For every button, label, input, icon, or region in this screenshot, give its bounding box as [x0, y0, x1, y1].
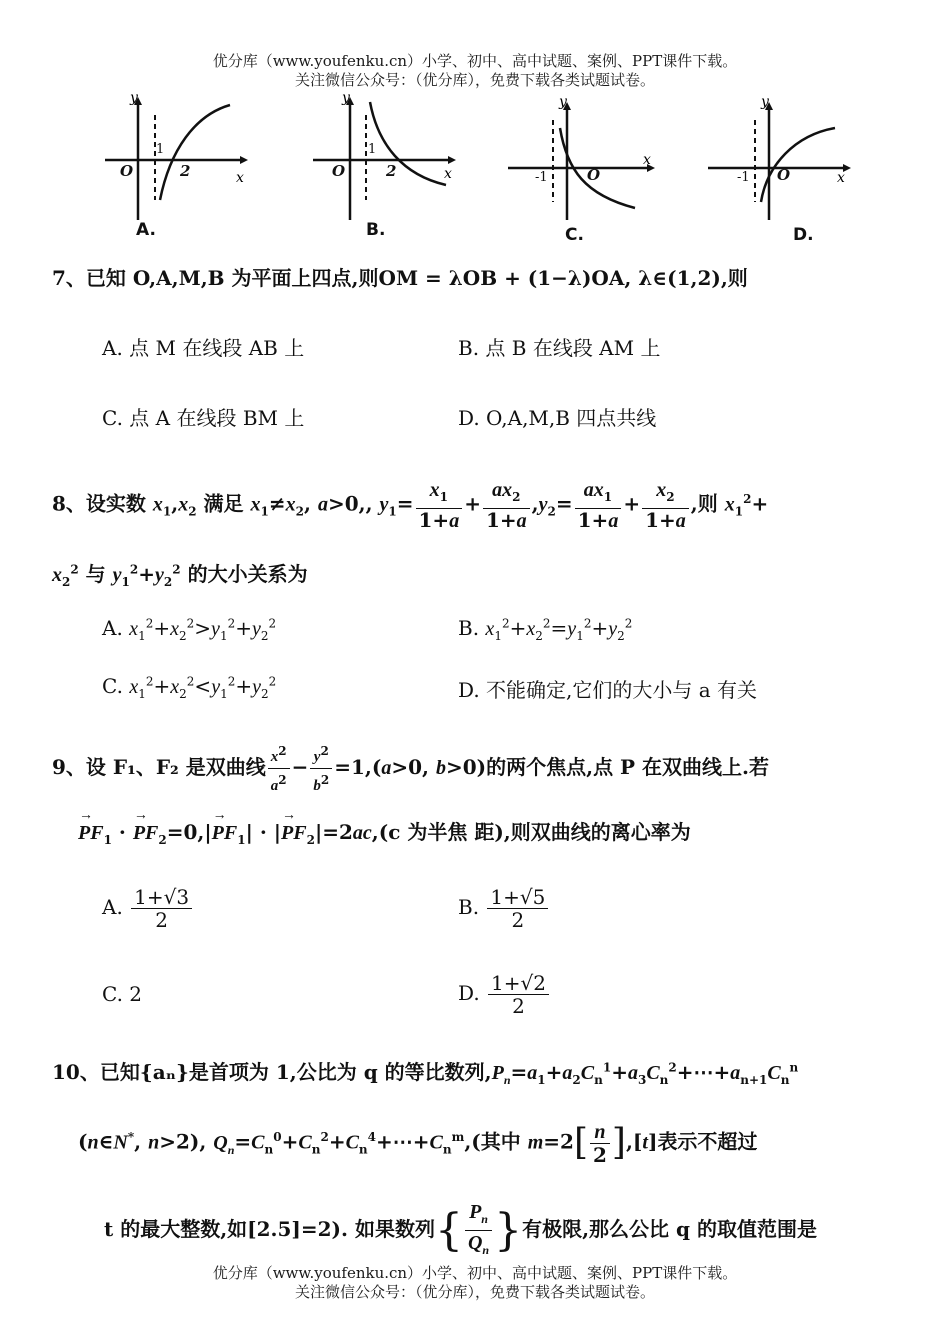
q9-text-b: 的两个焦点,点 P 在双曲线上.若: [486, 755, 769, 779]
q7-option-b[interactable]: B. 点 B 在线段 AM 上: [458, 336, 661, 360]
question-8-stem: 8、设实数 $x_1,x_2$ 满足 $x_1\ne x_2$, a>0,, $y_1=$ $\frac{x_1}{1+a}$ + $\frac{ax_2}{1+a}$ $,y_2=$ $\frac{ax_1}{1+a}$ + $\frac{x_2}{1+a}$ ,则 $x_1^2+$: [52, 479, 769, 532]
svg-text:x: x: [236, 170, 244, 186]
graph-b-label: B.: [366, 220, 386, 240]
q7-option-d[interactable]: D. O,A,M,B 四点共线: [458, 406, 657, 430]
graph-d-origin-label: O: [777, 166, 791, 184]
q9-option-b[interactable]: B. $\frac{1+√5}{2}$: [458, 886, 550, 931]
graph-d-label: D.: [793, 225, 814, 245]
footer-line-2: 关注微信公众号：（优分库），免费下载各类试题试卷。: [294, 1283, 655, 1301]
graph-a-tick-2: 2: [180, 162, 191, 180]
graph-b: [308, 90, 458, 250]
header-line-1: 优分库（www.youfenku.cn）小学、初中、高中试题、案例、PPT课件下载。: [212, 52, 738, 70]
q10-line3-b: 有极限,那么公比 q 的取值范围是: [522, 1217, 817, 1241]
q8-line2: 的大小关系为: [187, 562, 308, 586]
q10-line2-tail: 表示不超过: [657, 1129, 758, 1154]
svg-text:y: y: [342, 90, 350, 106]
q7-equation: OM = λOB + (1−λ)OA, λ∈(1,2),则: [378, 266, 748, 290]
page-header: [0, 52, 950, 90]
question-9-stem: 9、设 F₁、F₂ 是双曲线 $\frac{x^2}{a^2}$ − $\frac{y^2}{b^2}$ =1,(a>0, b>0)的两个焦点,点 P 在双曲线上.若: [52, 740, 769, 797]
graph-a-tick-1: 1: [156, 142, 165, 157]
graph-d: [705, 90, 860, 250]
graph-c: [505, 90, 660, 250]
question-10-line3: t 的最大整数,如[2.5]=2). 如果数列{ $\frac{P_n}{Q_n}$ }有极限,那么公比 q 的取值范围是: [104, 1201, 817, 1257]
svg-text:y: y: [761, 94, 769, 110]
svg-text:y: y: [130, 90, 138, 106]
question-9-line2: → $PF_1$ · → $PF_2=0,|\to PF_1|$ · |→ $PF_2|=2ac,(c$ 为半焦 距),则双曲线的离心率为: [78, 816, 691, 847]
q7-option-a[interactable]: A. 点 M 在线段 AB 上: [102, 336, 305, 360]
graph-a-label: A.: [136, 220, 156, 240]
q8-text-b: 满足: [203, 491, 244, 516]
q9-option-d[interactable]: D. $\frac{1+√2}{2}$: [458, 972, 551, 1017]
q9-frac-x: $\frac{x^2}{a^2}$: [268, 740, 290, 797]
graph-b-origin-label: O: [332, 162, 346, 180]
question-10-stem: 10、已知{aₙ}是首项为 1,公比为 q 的等比数列$,P_n=a_1+a_2C_n^1+a_3C_n^2+\cdots+a_{n+1}C_n^n$: [52, 1060, 799, 1087]
svg-text:x: x: [643, 152, 651, 168]
question-7-stem: [52, 262, 748, 291]
q8-frac-4: $\frac{x_2}{1+a}$: [642, 478, 689, 532]
graph-b-tick-1: 1: [368, 142, 377, 157]
graph-b-tick-2: 2: [386, 162, 397, 180]
footer-line-1: 优分库（www.youfenku.cn）小学、初中、高中试题、案例、PPT课件下载。: [212, 1264, 738, 1282]
q7-option-c[interactable]: C. 点 A 在线段 BM 上: [102, 406, 305, 430]
q9-text-a: 9、设 F₁、F₂ 是双曲线: [52, 755, 266, 779]
graph-c-label: C.: [565, 225, 584, 245]
q10-text-a: 10、已知{aₙ}是首项为 1,公比为 q 的等比数列,: [52, 1060, 492, 1084]
graph-a-origin-label: O: [120, 162, 134, 180]
q8-frac-2: $\frac{ax_2}{1+a}$: [483, 478, 530, 532]
svg-text:x: x: [837, 170, 845, 186]
q9-frac-y: $\frac{y^2}{b^2}$: [310, 740, 332, 797]
q8-option-b[interactable]: B. $x_1^2+x_2^2=y_1^2+y_2^2$: [458, 616, 633, 643]
svg-text:x: x: [444, 166, 452, 182]
q8-text-c: 则: [697, 491, 718, 516]
q8-option-a[interactable]: A. $x_1^2+x_2^2>y_1^2+y_2^2$: [102, 616, 277, 643]
q8-option-c[interactable]: C. $x_1^2+x_2^2<y_1^2+y_2^2$: [102, 674, 277, 701]
graph-a: [100, 90, 250, 250]
q7-prefix: 7、已知 O,A,M,B 为平面上四点,则: [52, 266, 379, 290]
graph-c-origin-label: O: [587, 166, 601, 184]
q9-line2: (c 为半焦 距),则双曲线的离心率为: [378, 820, 691, 844]
q9-option-c[interactable]: C. 2: [102, 982, 143, 1006]
q8-frac-1: $\frac{x_1}{1+a}$: [416, 478, 463, 532]
q10-line3-a: t 的最大整数,如[2.5]=2). 如果数列: [104, 1217, 435, 1241]
graph-c-tick-neg1: -1: [535, 170, 548, 185]
q9-option-a[interactable]: A. $\frac{1+√3}{2}$: [102, 886, 194, 931]
header-line-2: 关注微信公众号：（优分库），免费下载各类试题试卷。: [294, 71, 655, 89]
q8-option-d[interactable]: D. 不能确定,它们的大小与 a 有关: [458, 678, 758, 702]
q8-frac-3: $\frac{ax_1}{1+a}$: [575, 478, 622, 532]
q8-text-a: 8、设实数: [52, 491, 146, 516]
page-footer: [0, 1264, 950, 1302]
svg-text:y: y: [559, 94, 567, 110]
question-8-line2: $x_2^2$ 与 $y_1^2+y_2^2$ 的大小关系为: [52, 562, 308, 589]
graph-d-tick-neg1: -1: [737, 170, 750, 185]
question-10-line2: (n∈N*, n>2), $Q_n=C_n^0+C_n^2+C_n^4+\cdots+C_n^m$,(其中 m=2[ $\frac{n}{2}$ ],[t]表示不超过: [78, 1121, 758, 1167]
